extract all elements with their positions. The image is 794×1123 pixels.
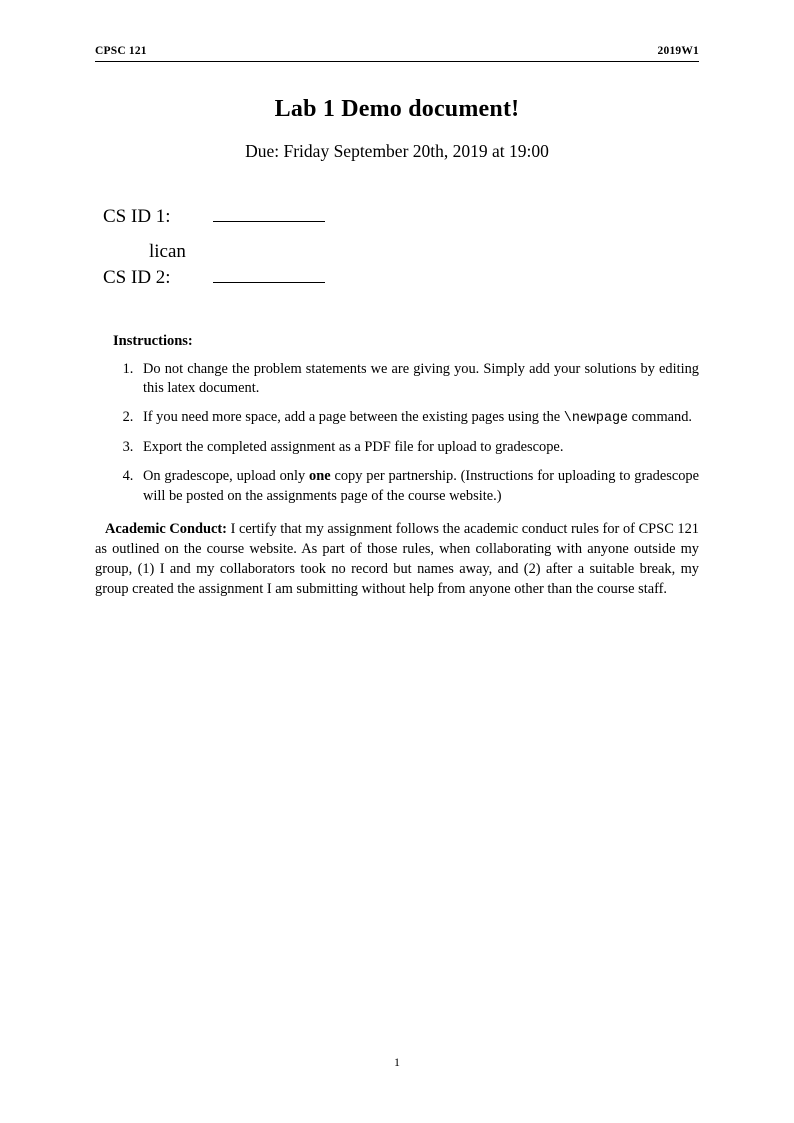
instruction-text-2b: command.	[628, 409, 693, 426]
cs-id-1-row	[103, 206, 699, 238]
page-number: 1	[394, 1055, 400, 1069]
running-header	[95, 45, 699, 62]
instruction-text-2a: If you need more space, add a page between the existing pages using the	[143, 409, 564, 426]
academic-conduct-paragraph	[95, 520, 699, 600]
page-content	[95, 45, 699, 600]
newpage-command: \newpage	[563, 411, 629, 427]
cs-id-2-row	[103, 267, 699, 299]
cs-id-2-label: CS ID 2:	[103, 266, 171, 288]
academic-conduct-label: Academic Conduct:	[105, 521, 227, 538]
cs-id-1-input[interactable]	[213, 206, 325, 222]
page-title: Lab 1 Demo document!	[274, 96, 520, 122]
student-id-block	[103, 206, 699, 299]
instructions-list	[95, 360, 699, 507]
instructions-heading: Instructions:	[113, 332, 193, 349]
instruction-emphasis-one: one	[309, 467, 331, 484]
instruction-text-4b: copy per partnership. (Instructions for uploading to gradescope will be posted on the assignments page of the course website.)	[143, 467, 699, 504]
cs-id-2-input[interactable]	[213, 267, 325, 283]
cs-id-1-label: CS ID 1:	[103, 206, 171, 227]
list-item	[137, 467, 699, 507]
academic-conduct-body: I certify that my assignment follows the academic conduct rules for of CPSC 121 as outlined on the course website. As part of those rules, when collaborating with anyone outside my group, (1) I and my collaborators took no record but names away, and (2) after a suitable break, my group created the assignment I am submitting without help from anyone other than the course staff.	[95, 521, 700, 597]
list-item	[137, 408, 699, 429]
due-date-line: Due: Friday September 20th, 2019 at 19:00	[245, 141, 549, 161]
instruction-text-3: Export the completed assignment as a PDF file for upload to gradescope.	[143, 438, 564, 455]
instruction-text-4a: On gradescope, upload only	[143, 467, 310, 484]
student-name: lican	[149, 241, 186, 262]
header-term: 2019W1	[657, 45, 699, 57]
header-course: CPSC 121	[95, 45, 147, 57]
list-item	[137, 360, 699, 400]
instruction-text-1: Do not change the problem statements we are giving you. Simply add your solutions by editing this latex document.	[143, 360, 699, 397]
list-item	[137, 438, 699, 458]
